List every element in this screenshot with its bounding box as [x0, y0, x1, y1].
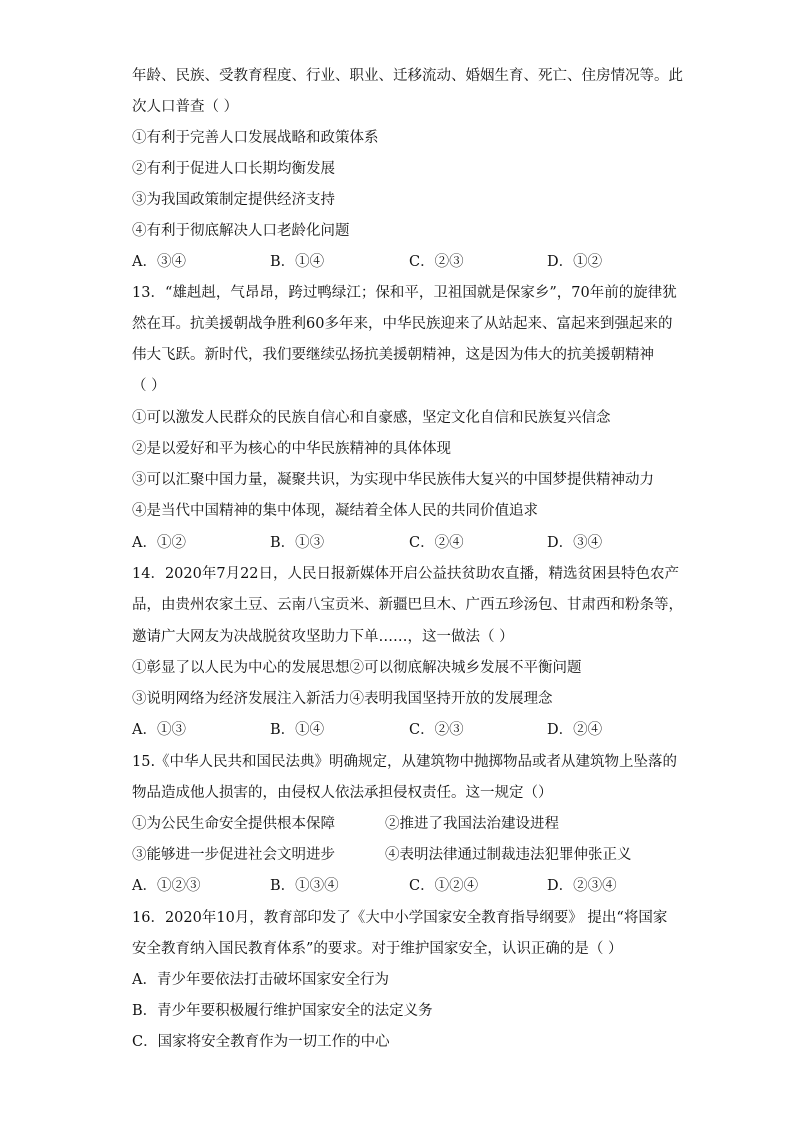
- q13-statement: ③可以汇聚中国力量，凝聚共识，为实现中华民族伟大复兴的中国梦提供精神动力: [132, 472, 654, 488]
- q12-option-c: C．②③: [409, 254, 464, 270]
- q14-statement: ③说明网络为经济发展注入新活力④表明我国坚持开放的发展理念: [132, 691, 553, 707]
- q15-statement: ③能够进一步促进社会文明进步: [132, 847, 335, 863]
- q14-stem-line: 品，由贵州农家土豆、云南八宝贡米、新疆巴旦木、广西五珍汤包、甘肃西和粉条等，: [132, 597, 683, 613]
- q14-option-b: B．①④: [270, 722, 325, 738]
- q16-stem-line: 安全教育纳入国民教育体系”的要求。对于维护国家安全，认识正确的是（ ）: [132, 941, 623, 957]
- q15-statement: ②推进了我国法治建设进程: [385, 816, 559, 832]
- q13-option-b: B．①③: [270, 535, 325, 551]
- q12-option-d: D．①②: [547, 254, 603, 270]
- q12-stem-line: 年龄、民族、受教育程度、行业、职业、迁移流动、婚姻生育、死亡、住房情况等。此: [132, 68, 683, 84]
- q13-stem-line: 13．“雄赳赳，气昂昂，跨过鸭绿江；保和平，卫祖国就是保家乡”，70年前的旋律犹: [132, 285, 677, 301]
- q13-statement: ②是以爱好和平为核心的中华民族精神的具体体现: [132, 441, 451, 457]
- q15-option-a: A．①②③: [132, 878, 201, 894]
- q12-option-b: B．①④: [270, 254, 325, 270]
- q14-option-a: A．①③: [132, 722, 186, 738]
- q13-statement: ④是当代中国精神的集中体现，凝结着全体人民的共同价值追求: [132, 503, 538, 519]
- q12-stem-line: 次人口普查（ ）: [132, 99, 239, 115]
- q12-statement: ④有利于彻底解决人口老龄化问题: [132, 223, 350, 239]
- q14-statement: ①彰显了以人民为中心的发展思想②可以彻底解决城乡发展不平衡问题: [132, 660, 582, 676]
- q15-option-b: B．①③④: [270, 878, 339, 894]
- q16-choice-a: A．青少年要依法打击破坏国家安全行为: [132, 972, 389, 988]
- q13-stem-line: 然在耳。抗美援朝战争胜利60多年来，中华民族迎来了从站起来、富起来到强起来的: [132, 316, 673, 332]
- q16-stem-line: 16．2020年10月，教育部印发了《大中小学国家安全教育指导纲要》 提出“将国家: [132, 910, 668, 926]
- q15-option-d: D．②③④: [547, 878, 617, 894]
- q13-option-c: C．②④: [409, 535, 464, 551]
- q15-stem-line: 物品造成他人损害的，由侵权人依法承担侵权责任。这一规定（）: [132, 785, 553, 801]
- q16-choice-b: B．青少年要积极履行维护国家安全的法定义务: [132, 1003, 433, 1019]
- q12-option-a: A．③④: [132, 254, 186, 270]
- q15-option-c: C．①②④: [409, 878, 479, 894]
- q13-stem-line: （ ）: [132, 378, 166, 394]
- q16-choice-c: C．国家将安全教育作为一切工作的中心: [132, 1034, 390, 1050]
- q13-stem-line: 伟大飞跃。新时代，我们要继续弘扬抗美援朝精神，这是因为伟大的抗美援朝精神: [132, 347, 654, 363]
- q12-statement: ①有利于完善人口发展战略和政策体系: [132, 130, 379, 146]
- q13-statement: ①可以激发人民群众的民族自信心和自豪感，坚定文化自信和民族复兴信念: [132, 410, 611, 426]
- q14-stem-line: 邀请广大网友为决战脱贫攻坚助力下单……，这一做法（ ）: [132, 629, 514, 645]
- q15-statement: ④表明法律通过制裁违法犯罪伸张正义: [385, 847, 632, 863]
- q14-option-c: C．②③: [409, 722, 464, 738]
- q13-option-a: A．①②: [132, 535, 186, 551]
- q13-option-d: D．③④: [547, 535, 603, 551]
- q15-statement: ①为公民生命安全提供根本保障: [132, 816, 335, 832]
- q12-statement: ③为我国政策制定提供经济支持: [132, 192, 335, 208]
- q15-stem-line: 15.《中华人民共和国民法典》明确规定，从建筑物中抛掷物品或者从建筑物上坠落的: [132, 754, 678, 770]
- q12-statement: ②有利于促进人口长期均衡发展: [132, 161, 335, 177]
- q14-option-d: D．②④: [547, 722, 603, 738]
- q14-stem-line: 14．2020年7月22日，人民日报新媒体开启公益扶贫助农直播，精选贫困县特色农产: [132, 566, 680, 582]
